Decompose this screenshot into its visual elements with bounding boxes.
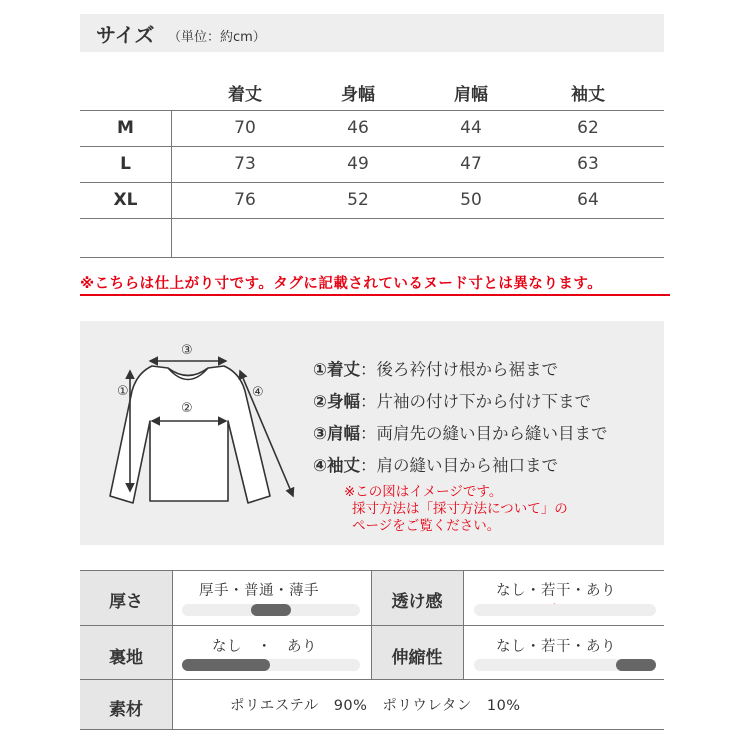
table-cell: 50 [460, 190, 482, 210]
legend-desc: ：両肩先の縫い目から縫い目まで [359, 424, 608, 443]
thickness-options: 厚手・普通・薄手 [199, 583, 319, 599]
legend-desc: ：後ろ衿付け根から裾まで [359, 360, 558, 379]
row-size-label: M [117, 118, 134, 138]
column-header: 身幅 [341, 85, 375, 105]
material-label: 素材 [109, 700, 143, 720]
legend-item [313, 356, 558, 380]
measurement-diagram-panel [80, 321, 664, 545]
table-divider [80, 182, 664, 183]
size-table [80, 66, 664, 258]
legend-number: ② [313, 392, 327, 411]
transparency-scale [474, 604, 656, 616]
table-divider [171, 110, 172, 258]
unit-label: （単位：約cm） [168, 30, 266, 45]
legend-term: 肩幅 [326, 424, 360, 443]
legend-desc: ：片袖の付け下から付け下まで [359, 392, 591, 411]
marker-3: ③ [181, 343, 193, 358]
legend-item [313, 388, 591, 412]
stretch-label: 伸縮性 [391, 648, 443, 668]
lining-label: 裏地 [109, 648, 143, 668]
legend-number: ① [313, 360, 327, 379]
table-cell: 73 [234, 154, 256, 174]
thickness-indicator [251, 604, 291, 616]
measurement-note: ※こちらは仕上がり寸です。タグに記載されているヌード寸とは異なります。 [80, 276, 603, 292]
table-divider [463, 570, 464, 679]
table-cell: 46 [347, 118, 369, 138]
attributes-table [80, 570, 664, 730]
marker-2: ② [181, 401, 193, 416]
diagram-note: ※この図はイメージです。 [344, 484, 503, 500]
table-cell: 62 [577, 118, 599, 138]
legend-term: 身幅 [326, 392, 360, 411]
thickness-scale [182, 604, 360, 616]
note-underline [80, 294, 670, 296]
table-cell: 63 [577, 154, 599, 174]
lining-indicator [182, 659, 270, 671]
table-cell: 49 [347, 154, 369, 174]
table-divider [80, 625, 664, 626]
row-size-label: L [120, 154, 131, 174]
row-size-label: XL [113, 190, 138, 210]
lining-scale [182, 659, 360, 671]
legend-number: ④ [313, 456, 327, 475]
legend-number: ③ [313, 424, 327, 443]
marker-1: ① [117, 384, 129, 399]
shirt-diagram [80, 321, 310, 545]
table-cell: 70 [234, 118, 256, 138]
title-bar [80, 14, 664, 52]
legend-item [313, 420, 607, 444]
table-divider [80, 110, 664, 111]
stretch-options: なし・若干・あり [496, 639, 616, 655]
column-header: 袖丈 [571, 85, 605, 105]
stretch-scale [474, 659, 656, 671]
thickness-label: 厚さ [109, 592, 143, 612]
table-divider [80, 218, 664, 219]
transparency-label: 透け感 [391, 592, 443, 612]
table-divider [80, 146, 664, 147]
legend-term: 袖丈 [326, 456, 360, 475]
legend-term: 着丈 [326, 360, 360, 379]
table-cell: 44 [460, 118, 482, 138]
table-cell: 76 [234, 190, 256, 210]
column-header: 着丈 [228, 85, 262, 105]
table-divider [80, 570, 664, 571]
stretch-indicator [616, 659, 656, 671]
table-divider [172, 570, 173, 730]
page-title: サイズ [96, 23, 155, 47]
marker-4: ④ [252, 385, 264, 400]
legend-item [313, 452, 558, 476]
table-cell: 64 [577, 190, 599, 210]
diagram-note: 採寸方法は「採寸方法について」の [352, 501, 568, 517]
table-cell: 52 [347, 190, 369, 210]
table-cell: 47 [460, 154, 482, 174]
table-divider [80, 679, 664, 680]
legend-desc: ：肩の縫い目から袖口まで [359, 456, 558, 475]
transparency-options: なし・若干・あり [496, 583, 616, 599]
diagram-note: ページをご覧ください。 [352, 518, 501, 534]
lining-options: なし ・ あり [212, 639, 317, 655]
table-divider [80, 729, 664, 730]
material-value: ポリエステル 90% ポリウレタン 10% [230, 698, 521, 714]
column-header: 肩幅 [454, 85, 488, 105]
table-divider [80, 257, 664, 258]
